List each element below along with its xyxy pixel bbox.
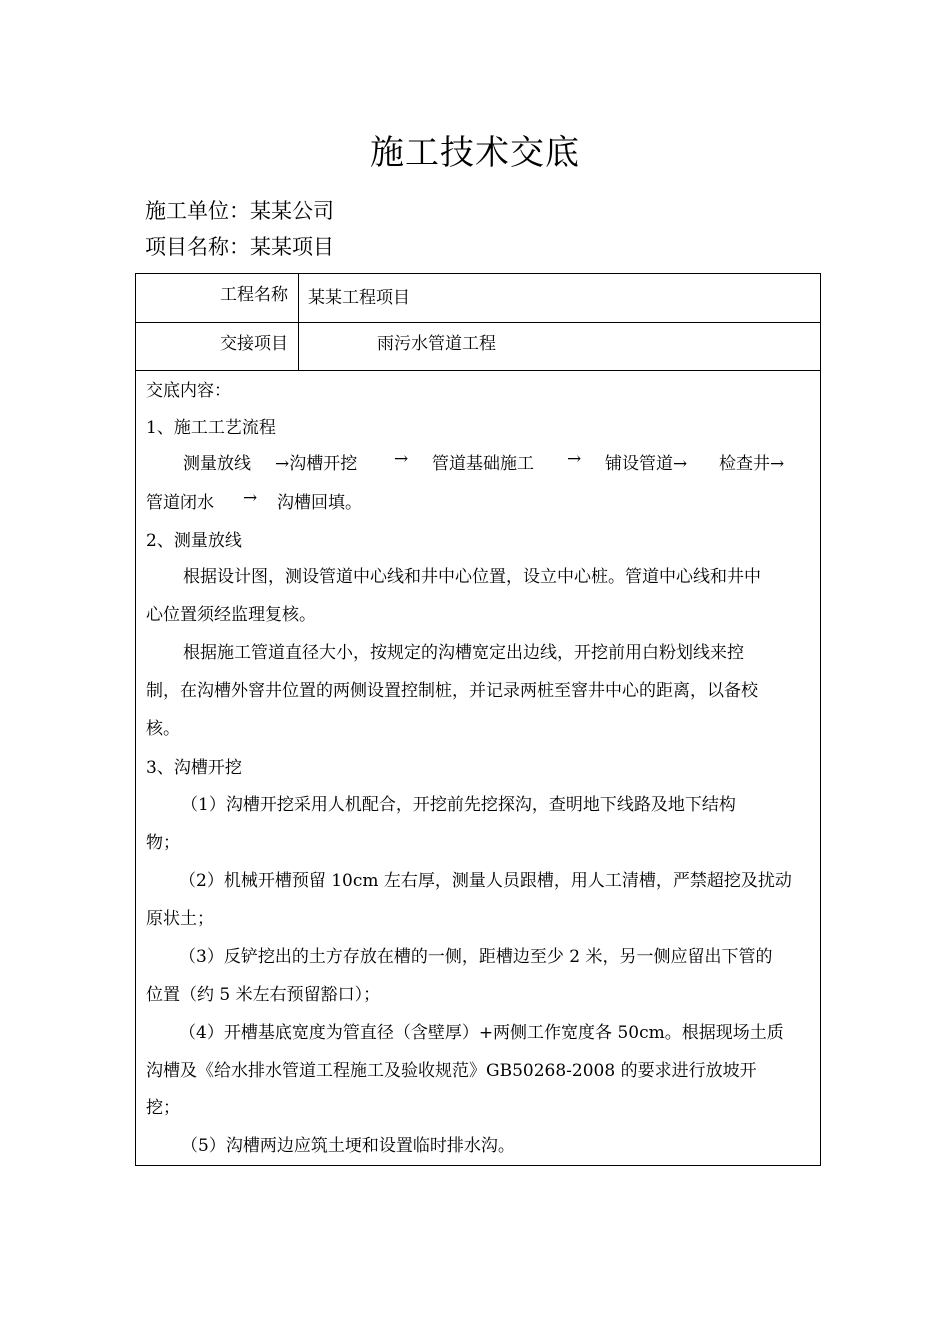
flow-step: 管道基础施工 [432, 454, 534, 474]
flow-step: 检查井→ [719, 454, 785, 474]
table-row-engineering-name [136, 274, 820, 323]
flow-step: 测量放线 [183, 454, 251, 474]
engineering-name-value: 某某工程项目 [308, 288, 410, 308]
paragraph-line: 沟槽及《给水排水管道工程施工及验收规范》GB50268-2008 的要求进行放坡开 [146, 1061, 757, 1081]
handover-item-label: 交接项目 [220, 334, 288, 354]
paragraph-line: （2）机械开槽预留 10cm 左右厚，测量人员跟槽，用人工清槽，严禁超挖及扰动 [179, 871, 792, 891]
flow-step: 铺设管道→ [605, 454, 688, 474]
flow-step: 管道闭水 [146, 493, 214, 513]
paragraph-line: 原状土； [146, 909, 214, 929]
paragraph-line: （4）开槽基底宽度为管直径（含壁厚）+两侧工作宽度各 50cm。根据现场土质 [179, 1023, 784, 1043]
paragraph-line: 制，在沟槽外窨井位置的两侧设置控制桩，并记录两桩至窨井中心的距离，以备校 [146, 681, 758, 701]
paragraph-line: 根据施工管道直径大小，按规定的沟槽宽定出边线，开挖前用白粉划线来控 [183, 643, 744, 663]
paragraph-line: （1）沟槽开挖采用人机配合，开挖前先挖探沟，查明地下线路及地下结构 [181, 795, 736, 815]
label-cell [136, 274, 299, 322]
section-1-title: 1、施工工艺流程 [146, 418, 276, 438]
paragraph-line: （5）沟槽两边应筑土埂和设置临时排水沟。 [181, 1136, 515, 1156]
document-title: 施工技术交底 [370, 133, 580, 173]
flow-arrow: → [567, 449, 582, 469]
section-2-title: 2、测量放线 [146, 531, 242, 551]
flow-step: →沟槽开挖 [275, 454, 358, 474]
paragraph-line: 根据设计图，测设管道中心线和井中心位置，设立中心桩。管道中心线和井中 [183, 567, 761, 587]
paragraph-line: （3）反铲挖出的土方存放在槽的一侧，距槽边至少 2 米，另一侧应留出下管的 [179, 947, 773, 967]
engineering-name-label: 工程名称 [220, 285, 288, 305]
disclosure-table [135, 273, 821, 1166]
paragraph-line: 核。 [146, 719, 180, 739]
content-heading: 交底内容： [146, 381, 231, 401]
paragraph-line: 物； [146, 833, 180, 853]
section-3-title: 3、沟槽开挖 [146, 758, 242, 778]
flow-arrow: → [394, 449, 409, 469]
handover-item-value: 雨污水管道工程 [377, 334, 496, 354]
table-row-handover-item [136, 323, 820, 371]
label-cell [136, 323, 299, 370]
paragraph-line: 位置（约 5 米左右预留豁口）； [146, 985, 381, 1005]
flow-arrow: → [243, 488, 258, 508]
paragraph-line: 心位置须经监理复核。 [146, 605, 316, 625]
project-name: 项目名称：某某项目 [145, 235, 334, 259]
flow-step: 沟槽回填。 [277, 493, 362, 513]
paragraph-line: 挖； [146, 1098, 180, 1118]
construction-unit: 施工单位：某某公司 [145, 199, 334, 223]
